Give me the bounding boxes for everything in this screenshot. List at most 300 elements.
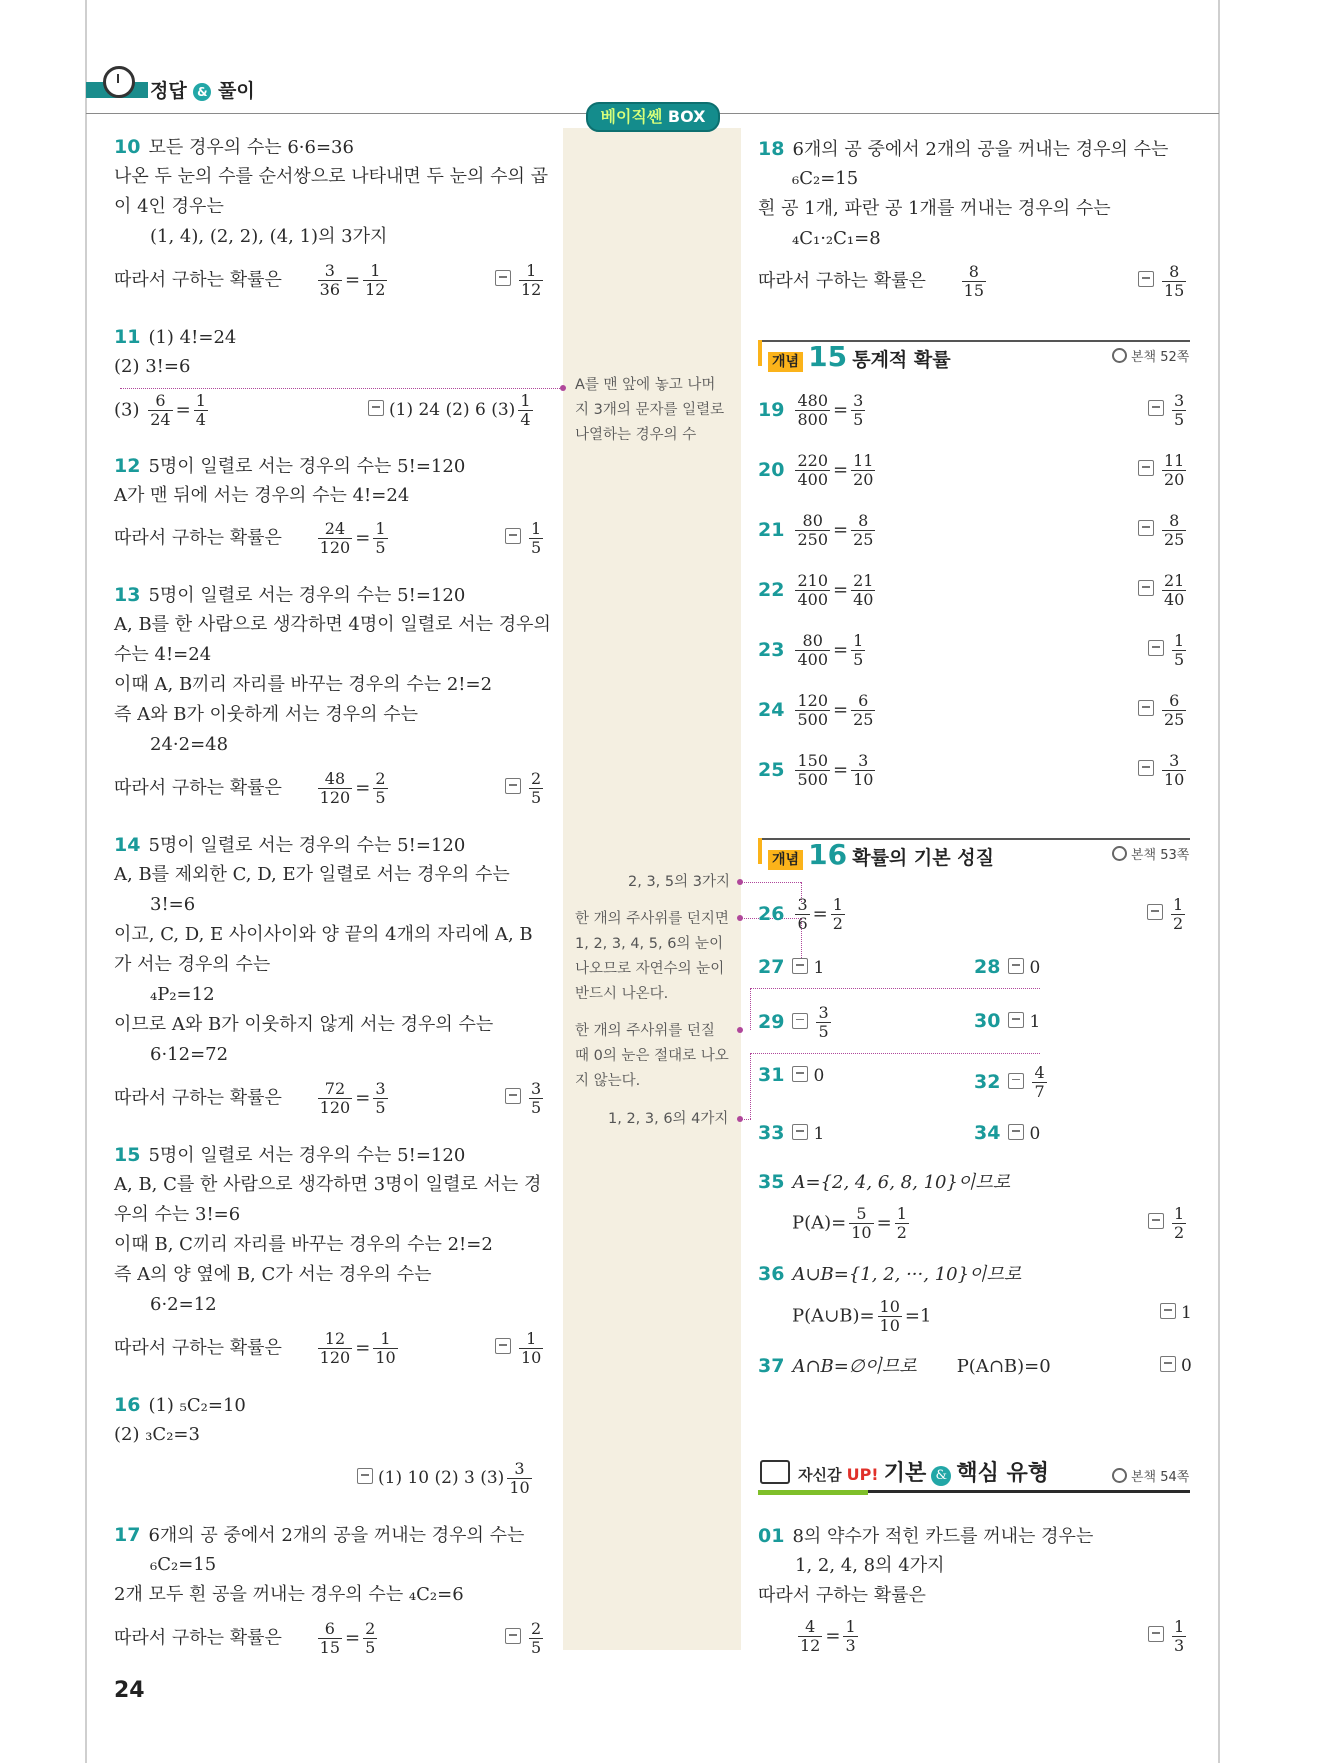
fraction	[518, 392, 532, 429]
connector-line	[750, 1053, 1040, 1054]
numerator: 3	[797, 895, 808, 914]
answer-01	[1148, 1618, 1189, 1655]
section-accent	[758, 838, 762, 864]
side-note-line: 나오므로 자연수의 눈이	[575, 961, 725, 977]
numerator: 1	[363, 262, 387, 281]
problem-37	[758, 1351, 1051, 1382]
text: 따라서 구하는 확률은	[114, 527, 282, 549]
problem-35-line1	[758, 1167, 1010, 1198]
denominator: 5	[853, 410, 864, 429]
problem-number: 21	[758, 518, 785, 541]
answer-15	[495, 1330, 546, 1367]
problem-10-line5	[114, 262, 390, 299]
fraction	[507, 1460, 531, 1497]
problem-16-line2: (2) ₃C₂=3	[114, 1424, 200, 1445]
text: 5명이 일렬로 서는 경우의 수는 5!=120	[148, 456, 466, 477]
list-item	[758, 752, 1198, 812]
core-up: UP!	[846, 1465, 879, 1484]
problem-13-line6: 24·2=48	[150, 734, 229, 755]
denominator: 12	[365, 280, 386, 299]
fraction	[1162, 692, 1186, 729]
answer-text: 1	[1181, 1303, 1192, 1323]
fraction	[851, 752, 875, 789]
denominator: 5	[375, 1098, 386, 1117]
numerator: 3	[818, 1003, 829, 1022]
fraction	[851, 392, 865, 429]
fraction	[1162, 263, 1186, 300]
numerator: 1	[519, 1330, 543, 1349]
answer-icon	[1008, 1073, 1024, 1089]
denominator: 5	[818, 1022, 829, 1041]
answer-icon	[1148, 1626, 1164, 1642]
denominator: 120	[319, 1098, 351, 1117]
problem-15-line1	[114, 1140, 465, 1171]
answer-11	[368, 392, 536, 429]
denominator: 400	[797, 650, 828, 669]
answer	[1148, 632, 1189, 669]
answer-text: 1	[1029, 1012, 1041, 1032]
fraction	[962, 263, 986, 300]
problem-10-line2: 나온 두 눈의 수를 순서쌍으로 나타내면 두 눈의 수의 곱	[114, 166, 549, 187]
numerator: 3	[318, 262, 342, 281]
numerator: 80	[795, 632, 830, 651]
numerator: 6	[851, 692, 875, 711]
section-16-heading	[768, 838, 994, 871]
numerator: 1	[195, 391, 206, 410]
section-16-ref	[1112, 844, 1189, 863]
denominator: 3	[1174, 1636, 1185, 1655]
problem-12-line2: A가 맨 뒤에 서는 경우의 수는 4!=24	[114, 485, 410, 506]
numerator: 1	[373, 1330, 397, 1349]
answer-icon	[1147, 904, 1163, 920]
problem-number: 16	[114, 1394, 141, 1416]
fraction	[373, 520, 387, 557]
concept-tag: 개념	[768, 850, 803, 870]
denominator: 2	[832, 914, 843, 933]
numerator: 21	[1164, 571, 1185, 590]
problem-number: 24	[758, 698, 785, 721]
fraction	[843, 1618, 857, 1655]
numerator: 72	[318, 1080, 353, 1099]
problem-14-line9	[114, 1080, 391, 1117]
text: 따라서 구하는 확률은	[114, 1627, 282, 1649]
problem-13-line7	[114, 770, 391, 807]
numerator: 1	[1174, 1204, 1185, 1223]
side-note-line: 나열하는 경우의 수	[575, 427, 697, 443]
fraction	[851, 692, 875, 729]
answer-icon	[495, 270, 511, 286]
numerator: 6	[318, 1620, 342, 1639]
fraction-problem-list	[758, 392, 1198, 812]
problem-10-line4: (1, 4), (2, 2), (4, 1)의 3가지	[150, 226, 388, 247]
denominator: 5	[853, 650, 864, 669]
numerator: 1	[375, 519, 386, 538]
answer-icon	[792, 1124, 808, 1140]
answer-icon	[792, 1013, 808, 1029]
denominator: 5	[531, 788, 542, 807]
numerator: 210	[797, 571, 828, 590]
numerator: 5	[849, 1205, 873, 1224]
answer-icon	[505, 1628, 521, 1644]
connector-line	[741, 882, 801, 883]
denominator: 36	[319, 280, 341, 299]
problem-number: 23	[758, 638, 785, 661]
denominator: 25	[1164, 530, 1185, 549]
answer-text: (1) 10 (2) 3 (3)	[378, 1468, 505, 1488]
problem-15-line4: 이때 B, C끼리 자리를 바꾸는 경우의 수는 2!=2	[114, 1234, 493, 1255]
equals: =	[833, 519, 849, 541]
fraction	[878, 1298, 902, 1335]
text: 6개의 공 중에서 2개의 공을 꺼내는 경우의 수는	[792, 139, 1169, 160]
denominator: 10	[509, 1478, 530, 1497]
side-note-line: 지 않는다.	[575, 1073, 641, 1089]
fraction	[1172, 1618, 1186, 1655]
problem-number: 33	[758, 1122, 785, 1144]
numerator: 1	[1174, 1617, 1185, 1636]
numerator: 1	[519, 262, 543, 281]
numerator: 8	[851, 512, 875, 531]
problem-number: 20	[758, 458, 785, 481]
numerator: 1	[845, 1617, 856, 1636]
denominator: 20	[853, 470, 874, 489]
side-note-line: 한 개의 주사위를 던질	[575, 1023, 715, 1039]
fraction	[795, 392, 830, 429]
problem-26	[758, 896, 848, 933]
problem-number: 14	[114, 834, 141, 856]
equals: =	[833, 459, 849, 481]
problem-number: 13	[114, 584, 141, 606]
text: A={2, 4, 6, 8, 10}이므로	[792, 1172, 1011, 1193]
problem-number: 25	[758, 758, 785, 781]
answer-26	[1147, 896, 1188, 933]
answer-icon	[368, 400, 384, 416]
problem-29	[758, 1004, 834, 1041]
fraction	[519, 1330, 543, 1367]
denominator: 4	[195, 410, 206, 429]
denominator: 5	[1174, 650, 1185, 669]
denominator: 15	[963, 281, 985, 300]
problem-01-line2: 1, 2, 4, 8의 4가지	[795, 1555, 945, 1576]
fraction	[373, 1330, 397, 1367]
refresh-icon	[1112, 1468, 1127, 1483]
problem-14-line1	[114, 830, 465, 861]
denominator: 10	[851, 1223, 872, 1242]
answer-icon	[1008, 1012, 1024, 1028]
problem-01-line3: 따라서 구하는 확률은	[758, 1585, 926, 1606]
denominator: 500	[797, 710, 828, 729]
numerator: 1	[853, 631, 864, 650]
denominator: 7	[1034, 1082, 1045, 1101]
equals: =	[876, 1212, 892, 1234]
problem-number: 32	[974, 1070, 1001, 1093]
fraction	[529, 1080, 543, 1117]
problem-13-line1	[114, 580, 465, 611]
denominator: 5	[365, 1638, 376, 1657]
equals: =	[812, 903, 828, 925]
answer-37	[1160, 1351, 1192, 1381]
problem-14-line8: 6·12=72	[150, 1044, 229, 1065]
numerator: 4	[1034, 1063, 1045, 1082]
numerator: 2	[531, 1619, 542, 1638]
text: 따라서 구하는 확률은	[114, 1337, 282, 1359]
equals: =	[833, 759, 849, 781]
side-note-line: 한 개의 주사위를 던지면	[575, 911, 729, 927]
numerator: 3	[1174, 391, 1185, 410]
header-title-a: 정답	[150, 80, 187, 102]
answer	[1138, 452, 1189, 489]
clock-icon	[103, 66, 135, 98]
fraction	[373, 1080, 387, 1117]
denominator: 10	[1164, 770, 1185, 789]
connector-dot	[737, 1027, 743, 1033]
answer-35	[1148, 1205, 1189, 1242]
problem-17-line4	[114, 1620, 380, 1657]
connector-line	[750, 1053, 751, 1119]
equals: =	[175, 399, 191, 421]
answer-text: 0	[1029, 1124, 1041, 1144]
text: P(A)=	[792, 1212, 847, 1234]
fraction	[318, 1330, 353, 1367]
denominator: 40	[853, 590, 874, 609]
answer-icon	[1138, 520, 1154, 536]
problem-13-line3: 수는 4!=24	[114, 644, 212, 665]
fraction	[1172, 1205, 1186, 1242]
numerator: 2	[375, 769, 386, 788]
core-ref	[1112, 1466, 1189, 1485]
numerator: 4	[798, 1618, 822, 1637]
problem-number: 17	[114, 1524, 141, 1546]
answer	[1138, 752, 1189, 789]
answer	[1148, 392, 1189, 429]
denominator: 2	[1174, 1223, 1185, 1242]
problem-30	[974, 1006, 1040, 1037]
list-item	[758, 512, 1198, 572]
equals: =	[345, 1627, 361, 1649]
text: 따라서 구하는 확률은	[758, 270, 926, 292]
fraction	[529, 520, 543, 557]
fraction	[1172, 392, 1186, 429]
side-note-4	[575, 1019, 729, 1094]
equals: =	[833, 579, 849, 601]
numerator: 6	[1162, 692, 1186, 711]
numerator: 10	[879, 1297, 900, 1316]
fraction	[851, 452, 875, 489]
side-note-5: 1, 2, 3, 6의 4가지	[608, 1111, 729, 1127]
denominator: 40	[1164, 590, 1185, 609]
section-15-heading	[768, 340, 951, 373]
problem-15-line3: 우의 수는 3!=6	[114, 1204, 241, 1225]
list-item	[758, 392, 1198, 452]
core-b: 기본	[883, 1461, 927, 1486]
answer-icon	[1138, 271, 1154, 287]
problem-18-line2: ₆C₂=15	[792, 168, 859, 189]
numerator: 3	[851, 752, 875, 771]
equals: =	[355, 527, 371, 549]
fraction	[1172, 632, 1186, 669]
problem-17-line1	[114, 1520, 524, 1551]
denominator: 250	[797, 530, 828, 549]
text: (3)	[114, 399, 140, 421]
equals: =	[355, 777, 371, 799]
denominator: 500	[797, 770, 828, 789]
connector-line	[750, 988, 751, 1030]
answer-text: 1	[813, 958, 825, 978]
problem-27	[758, 952, 824, 983]
answer-icon	[1138, 760, 1154, 776]
ref-text: 본책 54쪽	[1131, 1470, 1190, 1485]
problem-11-line2: (2) 3!=6	[114, 356, 191, 377]
problem-number: 37	[758, 1355, 785, 1377]
fraction	[895, 1205, 909, 1242]
answer-17	[505, 1620, 546, 1657]
problem-number: 27	[758, 956, 785, 978]
page-number: 24	[114, 1678, 145, 1703]
problem-15-line6: 6·2=12	[150, 1294, 217, 1315]
numerator: 3	[1162, 752, 1186, 771]
answer-icon	[1148, 400, 1164, 416]
answer-text: (1) 24 (2) 6 (3)	[389, 400, 516, 420]
problem-14-line6: ₄P₂=12	[150, 984, 215, 1005]
problem-13-line2: A, B를 한 사람으로 생각하면 4명이 일렬로 서는 경우의	[114, 614, 551, 635]
problem-34	[974, 1118, 1040, 1149]
answer-icon	[792, 1066, 808, 1082]
numerator: 21	[853, 571, 874, 590]
section-title: 확률의 기본 성질	[852, 847, 994, 869]
core-section-heading	[798, 1456, 1049, 1487]
answer-icon	[505, 1088, 521, 1104]
fraction	[529, 770, 543, 807]
core-rule-accent	[758, 1490, 868, 1495]
fraction	[194, 392, 208, 429]
problem-number: 34	[974, 1122, 1001, 1144]
text: (1) 4!=24	[148, 327, 237, 348]
denominator: 120	[319, 538, 351, 557]
problem-11-line3	[114, 392, 211, 429]
denominator: 10	[375, 1348, 396, 1367]
denominator: 5	[375, 788, 386, 807]
equals: =	[833, 399, 849, 421]
fraction	[816, 1004, 830, 1041]
problem-12-line1	[114, 451, 465, 482]
problem-14-line3: 3!=6	[150, 894, 196, 915]
numerator: 24	[318, 520, 353, 539]
answer-icon	[1160, 1356, 1176, 1372]
equals: =	[833, 699, 849, 721]
numerator: 480	[797, 391, 828, 410]
answer-18	[1138, 263, 1189, 300]
section-number: 16	[808, 838, 848, 871]
denominator: 3	[845, 1636, 856, 1655]
equals: =	[345, 269, 361, 291]
text: A∪B={1, 2, ···, 10}이므로	[792, 1264, 1022, 1285]
connector-dot	[560, 385, 566, 391]
denominator: 5	[531, 538, 542, 557]
denominator: 12	[521, 280, 542, 299]
problem-17-line3: 2개 모두 흰 공을 꺼내는 경우의 수는 ₄C₂=6	[114, 1584, 464, 1605]
problem-01-line1	[758, 1521, 1093, 1552]
page-frame-right	[1218, 0, 1220, 1763]
denominator: 2	[1173, 914, 1184, 933]
problem-35-line2	[792, 1205, 912, 1242]
numerator: 6	[148, 392, 172, 411]
denominator: 120	[319, 1348, 351, 1367]
answer-36	[1160, 1298, 1192, 1328]
numerator: 1	[531, 519, 542, 538]
fraction	[1032, 1064, 1046, 1101]
fraction	[795, 452, 830, 489]
refresh-icon	[1112, 846, 1127, 861]
connector-line	[741, 1119, 751, 1120]
text: 따라서 구하는 확률은	[114, 777, 282, 799]
core-amp: &	[931, 1466, 951, 1486]
numerator: 1	[896, 1204, 907, 1223]
answer-text: 0	[813, 1066, 825, 1086]
numerator: 48	[318, 770, 353, 789]
section-number: 15	[808, 340, 848, 373]
denominator: 10	[879, 1316, 900, 1335]
problem-14-line7: 이므로 A와 B가 이웃하지 않게 서는 경우의 수는	[114, 1014, 494, 1035]
fraction	[851, 632, 865, 669]
denominator: 400	[797, 470, 828, 489]
fraction	[318, 1620, 342, 1657]
numerator: 8	[962, 263, 986, 282]
side-note-line: 1, 2, 3, 4, 5, 6의 눈이	[575, 936, 724, 952]
text: 따라서 구하는 확률은	[114, 1087, 282, 1109]
problem-number: 22	[758, 578, 785, 601]
connector-line	[750, 988, 1040, 989]
numerator: 150	[797, 751, 828, 770]
problem-36-line2	[792, 1298, 931, 1335]
problem-33	[758, 1118, 824, 1149]
answer-icon	[792, 958, 808, 974]
problem-14-line5: 가 서는 경우의 수는	[114, 954, 271, 975]
ref-text: 본책 53쪽	[1131, 848, 1190, 863]
problem-18-line4: ₄C₁·₂C₁=8	[792, 228, 881, 249]
problem-11-line1	[114, 322, 236, 353]
numerator: 12	[318, 1330, 353, 1349]
list-item	[758, 632, 1198, 692]
list-item	[758, 452, 1198, 512]
header-title	[150, 76, 255, 103]
fraction	[363, 262, 387, 299]
denominator: 120	[319, 788, 351, 807]
fraction	[318, 520, 353, 557]
box-tab-en: BOX	[667, 107, 706, 126]
problem-01-line4	[795, 1618, 861, 1655]
fraction	[1171, 896, 1185, 933]
answer	[1138, 572, 1189, 609]
text: 5명이 일렬로 서는 경우의 수는 5!=120	[148, 835, 466, 856]
answer-icon	[1138, 580, 1154, 596]
numerator: 1	[832, 895, 843, 914]
problem-15-line5: 즉 A의 양 옆에 B, C가 서는 경우의 수는	[114, 1264, 432, 1285]
fraction	[529, 1620, 543, 1657]
problem-15-line2: A, B, C를 한 사람으로 생각하면 3명이 일렬로 서는 경	[114, 1174, 542, 1195]
text: 8의 약수가 적힌 카드를 꺼내는 경우는	[792, 1526, 1094, 1547]
numerator: 1	[1173, 895, 1184, 914]
numerator: 1	[1174, 631, 1185, 650]
equals: =	[825, 1625, 841, 1647]
equals: =	[355, 1087, 371, 1109]
denominator: 5	[531, 1098, 542, 1117]
fraction	[795, 752, 830, 789]
answer-icon	[505, 778, 521, 794]
connector-line	[120, 388, 560, 389]
numerator: 220	[797, 451, 828, 470]
fraction	[795, 572, 830, 609]
problem-28	[974, 952, 1040, 983]
text: 5명이 일렬로 서는 경우의 수는 5!=120	[148, 1145, 466, 1166]
